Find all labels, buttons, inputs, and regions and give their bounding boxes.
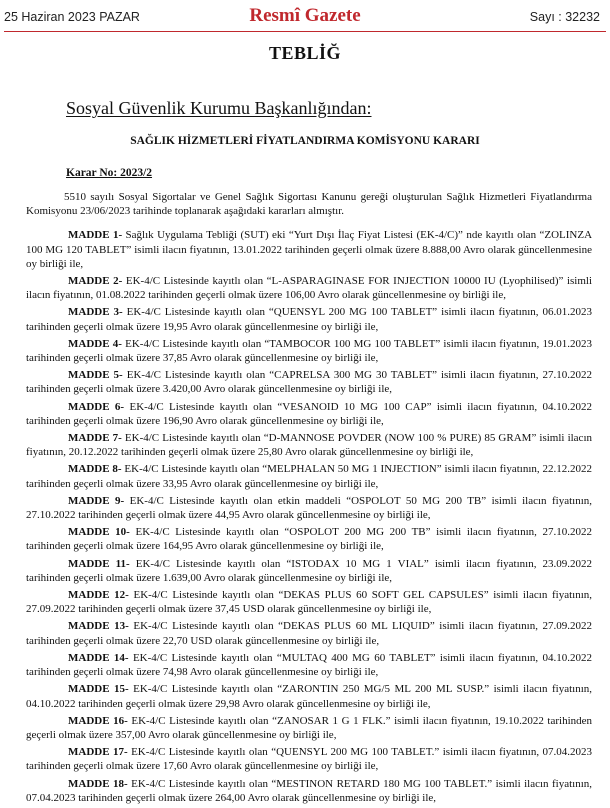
article-text: EK-4/C Listesinde kayıtlı olan “QUENSYL 200 MG 100 TABLET.” isimli ilacın fiyatının, 07.04.2023 tarihinden geçerli olmak üzere 17,60 Avro olarak güncellenmesine oy birliği ile,	[26, 746, 593, 773]
article-label: MADDE 1-	[68, 229, 123, 242]
article-paragraph	[26, 400, 592, 428]
institution-name: Sosyal Güvenlik Kurumu Başkanlığından:	[66, 98, 372, 118]
article-text: EK-4/C Listesinde kayıtlı olan “VESANOID 10 MG 100 CAP” isimli ilacın fiyatının, 04.10.2022 tarihinden geçerli olmak üzere 196,90 Avro olarak güncellenmesine oy birliği ile,	[26, 400, 593, 427]
article-label: MADDE 7-	[68, 432, 122, 445]
article-label: MADDE 9-	[68, 494, 125, 507]
article-paragraph	[26, 305, 592, 333]
intro-paragraph: 5510 sayılı Sosyal Sigortalar ve Genel Sağlık Sigortası Kanunu gereği oluşturulan Sağlık Hizmetleri Fiyatlandırma Komisyonu 23/06/2023 tarihinde toplanarak aşağıdaki kararları almıştır.	[26, 191, 592, 218]
article-paragraph	[26, 557, 592, 585]
article-paragraph	[26, 337, 592, 365]
article-text: EK-4/C Listesinde kayıtlı olan “MULTAQ 400 MG 60 TABLET” isimli ilacın fiyatının, 04.10.2022 tarihinden geçerli olmak üzere 74,98 Avro olarak güncellenmesine oy birliği ile,	[26, 651, 592, 679]
board-title: SAĞLIK HİZMETLERİ FİYATLANDIRMA KOMİSYONU KARARI	[130, 135, 480, 147]
article-paragraph	[26, 745, 592, 773]
article-label: MADDE 18-	[68, 777, 128, 790]
article-paragraph	[26, 588, 592, 616]
article-text: EK-4/C Listesinde kayıtlı olan “TAMBOCOR 100 MG 100 TABLET” isimli ilacın fiyatının, 19.01.2023 tarihinden geçerli olmak üzere 37,85 Avro olarak güncellenmesine oy birliği ile,	[26, 337, 593, 365]
issue-number: Sayı : 32232	[529, 10, 600, 24]
article-label: MADDE 8-	[68, 463, 122, 476]
article-paragraph	[26, 431, 592, 459]
article-label: MADDE 16-	[68, 714, 128, 727]
article-paragraph	[26, 228, 592, 271]
article-text: EK-4/C Listesinde kayıtlı olan “DEKAS PLUS 60 ML LIQUID” isimli ilacın fiyatının, 27.09.2022 tarihinden geçerli olmak üzere 22,70 USD olarak güncellenmesine oy birliği ile,	[26, 620, 593, 647]
article-text: EK-4/C Listesinde kayıtlı olan “ZARONTIN 250 MG/5 ML 200 ML SUSP.” isimli ilacın fiyatının, 04.10.2022 tarihinden geçerli olmak üzere 29,98 Avro olarak güncellenmesine oy birliği ile,	[26, 683, 593, 710]
article-paragraph	[26, 274, 592, 302]
article-text: EK-4/C Listesinde kayıtlı olan “L-ASPARAGINASE FOR INJECTION 10000 IU (Lyophilised)” isimli ilacın fiyatının, 01.08.2022 tarihinden geçerli olmak üzere 106,00 Avro olarak güncellenmesine oy birliği ile,	[26, 275, 593, 302]
article-paragraph	[26, 462, 592, 490]
article-label: MADDE 4-	[68, 337, 122, 350]
article-label: MADDE 17-	[68, 746, 128, 759]
article-text: EK-4/C Listesinde kayıtlı olan “CAPRELSA 300 MG 30 TABLET” isimli ilacın fiyatının, 27.10.2022 tarihinden geçerli olmak üzere 3.420,00 Avro olarak güncellenmesine oy birliği ile,	[26, 369, 593, 396]
article-label: MADDE 13-	[68, 620, 129, 633]
article-text: EK-4/C Listesinde kayıtlı olan “DEKAS PLUS 60 SOFT GEL CAPSULES” isimli ilacın fiyatının, 27.09.2022 tarihinden geçerli olmak üzere 37,45 USD olarak güncellenmesine oy birliği ile,	[26, 589, 593, 616]
article-paragraph	[26, 714, 592, 742]
header-divider	[4, 31, 606, 32]
article-label: MADDE 5-	[68, 369, 123, 382]
article-paragraph	[26, 682, 592, 710]
article-paragraph	[26, 368, 592, 396]
article-text: EK-4/C Listesinde kayıtlı olan “MESTINON RETARD 180 MG 100 TABLET.” isimli ilacın fiyatının, 07.04.2023 tarihinden geçerli olmak üzere 264,00 Avro olarak güncellenmesine oy birliği ile,	[26, 777, 592, 804]
article-text: EK-4/C Listesinde kayıtlı olan “MELPHALAN 50 MG 1 INJECTION” isimli ilacın fiyatının, 22.12.2022 tarihinden geçerli olmak üzere 33,95 Avro olarak güncellenmesine oy birliği ile,	[26, 463, 593, 490]
article-text: EK-4/C Listesinde kayıtlı olan “QUENSYL 200 MG 100 TABLET” isimli ilacın fiyatının, 06.01.2023 tarihinden geçerli olmak üzere 19,95 Avro olarak güncellenmesine oy birliği ile,	[26, 306, 593, 333]
article-text: EK-4/C Listesinde kayıtlı olan “ZANOSAR 1 G 1 FLK.” isimli ilacın fiyatının, 19.10.2022 tarihinden geçerli olmak üzere 357,00 Avro olarak güncellenmesine oy birliği ile,	[26, 714, 593, 741]
article-label: MADDE 11-	[68, 557, 130, 570]
article-label: MADDE 14-	[68, 651, 129, 664]
article-label: MADDE 12-	[68, 589, 129, 602]
article-paragraph	[26, 651, 592, 679]
article-text: EK-4/C Listesinde kayıtlı olan “D-MANNOSE POVDER (NOW 100 % PURE) 85 GRAM” isimli ilacın fiyatının, 20.12.2022 tarihinden geçerli olmak üzere 25,80 Avro olarak güncellenmesine oy birliği ile,	[26, 432, 592, 459]
article-paragraph	[26, 525, 592, 553]
article-paragraph	[26, 494, 592, 522]
article-list	[26, 228, 592, 805]
document-body	[26, 190, 592, 808]
article-label: MADDE 15-	[68, 683, 129, 696]
decision-number: Karar No: 2023/2	[66, 167, 153, 179]
document-kind: TEBLİĞ	[268, 43, 342, 63]
article-text: EK-4/C Listesinde kayıtlı olan “ISTODAX 10 MG 1 VIAL” isimli ilacın fiyatının, 23.09.2022 tarihinden geçerli olmak üzere 1.639,00 Avro olarak güncellenmesine oy birliği ile,	[26, 557, 593, 584]
gazette-title: Resmî Gazete	[249, 5, 361, 26]
article-text: EK-4/C Listesinde kayıtlı olan etkin maddeli “OSPOLOT 50 MG 200 TB” isimli ilacın fiyatının, 27.10.2022 tarihinden geçerli olmak üzere 44,95 Avro olarak güncellenmesine oy birliği ile,	[26, 494, 593, 522]
article-text: Sağlık Uygulama Tebliği (SUT) eki “Yurt Dışı İlaç Fiyat Listesi (EK-4/C)” nde kayıtlı olan “ZOLINZA 100 MG 120 TABLET” isimli ilacın fiyatının, 13.01.2022 tarihinden geçerli olmak üzere 8.888,00 Avro olarak güncellenmesine oy birliği ile,	[26, 229, 593, 270]
article-label: MADDE 2-	[68, 275, 123, 288]
article-label: MADDE 6-	[68, 400, 125, 413]
gazette-header	[0, 0, 610, 38]
article-paragraph	[26, 619, 592, 647]
article-label: MADDE 3-	[68, 306, 123, 319]
article-label: MADDE 10-	[68, 526, 130, 539]
article-text: EK-4/C Listesinde kayıtlı olan “OSPOLOT 200 MG 200 TB” isimli ilacın fiyatının, 27.10.2022 tarihinden geçerli olmak üzere 164,95 Avro olarak güncellenmesine oy birliği ile,	[26, 526, 593, 553]
article-paragraph	[26, 777, 592, 805]
issue-date: 25 Haziran 2023 PAZAR	[4, 10, 140, 24]
